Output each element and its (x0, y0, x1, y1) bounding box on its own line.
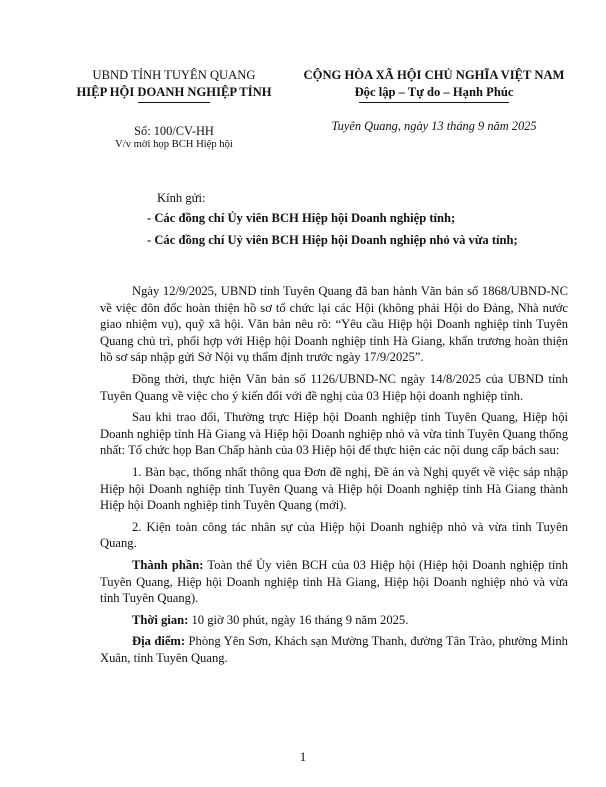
document-subject: V/v mời họp BCH Hiệp hội (115, 139, 233, 150)
paragraph: 1. Bàn bạc, thống nhất thông qua Đơn đề nghị, Đề án và Nghị quyết về việc sáp nhập Hiệp hội Doanh nghiệp tỉnh Tuyên Quang và Hiệp hội Doanh nghiệp tỉnh Hà Giang thành Hiệp hội Doanh nghiệp tỉnh Tuyên Quang (mới). (100, 464, 568, 513)
paragraph: Đồng thời, thực hiện Văn bản số 1126/UBND-NC ngày 14/8/2025 của UBND tỉnh Tuyên Quang về việc cho ý kiến đối với đề nghị của 03 Hiệp hội doanh nghiệp tỉnh. (100, 371, 568, 403)
recipient-item: - Các đồng chí Ủy viên BCH Hiệp hội Doanh nghiệp tỉnh; (147, 211, 456, 225)
place-date: Tuyên Quang, ngày 13 tháng 9 năm 2025 (331, 119, 537, 133)
paragraph-participants (100, 557, 568, 607)
paragraph-location (100, 633, 568, 666)
time-text: 10 giờ 30 phút, ngày 16 tháng 9 năm 2025. (188, 612, 409, 627)
issuer-line2: HIỆP HỘI DOANH NGHIỆP TỈNH (76, 85, 272, 99)
document-number: Số: 100/CV-HH (134, 124, 214, 138)
location-label: Địa điểm: (132, 634, 186, 649)
paragraph: Ngày 12/9/2025, UBND tỉnh Tuyên Quang đã ban hành Văn bản số 1868/UBND-NC về việc đôn đốc hoàn thiện hồ sơ tổ chức lại các Hội (không phải Hội do Đảng, Nhà nước giao nhiệm vụ), quỹ xã hội. Văn bản nêu rõ: “Yêu cầu Hiệp hội Doanh nghiệp tỉnh Tuyên Quang chủ trì, phối hợp với Hiệp hội Doanh nghiệp tỉnh Hà Giang, khẩn trương hoàn thiện hồ sơ sáp nhập gửi Sở Nội vụ thẩm định trước ngày 17/9/2025”. (100, 284, 568, 365)
issuer-block (58, 67, 290, 103)
national-motto: Độc lập – Tự do – Hạnh Phúc (354, 85, 514, 99)
participants-label: Thành phần: (132, 557, 204, 572)
time-label: Thời gian: (132, 612, 189, 627)
participants-text: Toàn thể Ủy viên BCH của 03 Hiệp hội (Hiệp hội Doanh nghiệp tỉnh Tuyên Quang, Hiệp hội Doanh nghiệp tỉnh Hà Giang, Hiệp hội Doanh nghiệp nhỏ và vừa tỉnh Tuyên Quang). (100, 557, 568, 606)
national-motto-block (298, 67, 570, 103)
motto-underline (359, 102, 509, 103)
paragraph: Sau khi trao đổi, Thường trực Hiệp hội Doanh nghiệp tỉnh Tuyên Quang, Hiệp hội Doanh nghiệp tỉnh Hà Giang và Hiệp hội Doanh nghiệp nhỏ và vừa tỉnh Tuyên Quang thống nhất: Tổ chức họp Ban Chấp hành của 03 Hiệp hội để thực hiện các nội dung cấp bách sau: (100, 410, 568, 458)
issuer-underline (138, 102, 210, 103)
page-number: 1 (299, 750, 307, 764)
recipient-item: - Các đồng chí Uỷ viên BCH Hiệp hội Doanh nghiệp nhỏ và vừa tỉnh; (147, 233, 518, 247)
greeting: Kính gửi: (157, 191, 206, 205)
issuer-line1: UBND TỈNH TUYÊN QUANG (92, 68, 256, 82)
letter-body (100, 283, 568, 671)
paragraph: 2. Kiện toàn công tác nhân sự của Hiệp hội Doanh nghiệp nhỏ và vừa tỉnh Tuyên Quang. (100, 519, 568, 551)
national-title: CỘNG HÒA XÃ HỘI CHỦ NGHĨA VIỆT NAM (303, 68, 565, 82)
paragraph-time (100, 612, 568, 629)
location-text: Phòng Yên Sơn, Khách sạn Mường Thanh, đường Tân Trào, phường Minh Xuân, tỉnh Tuyên Quang. (100, 634, 568, 665)
